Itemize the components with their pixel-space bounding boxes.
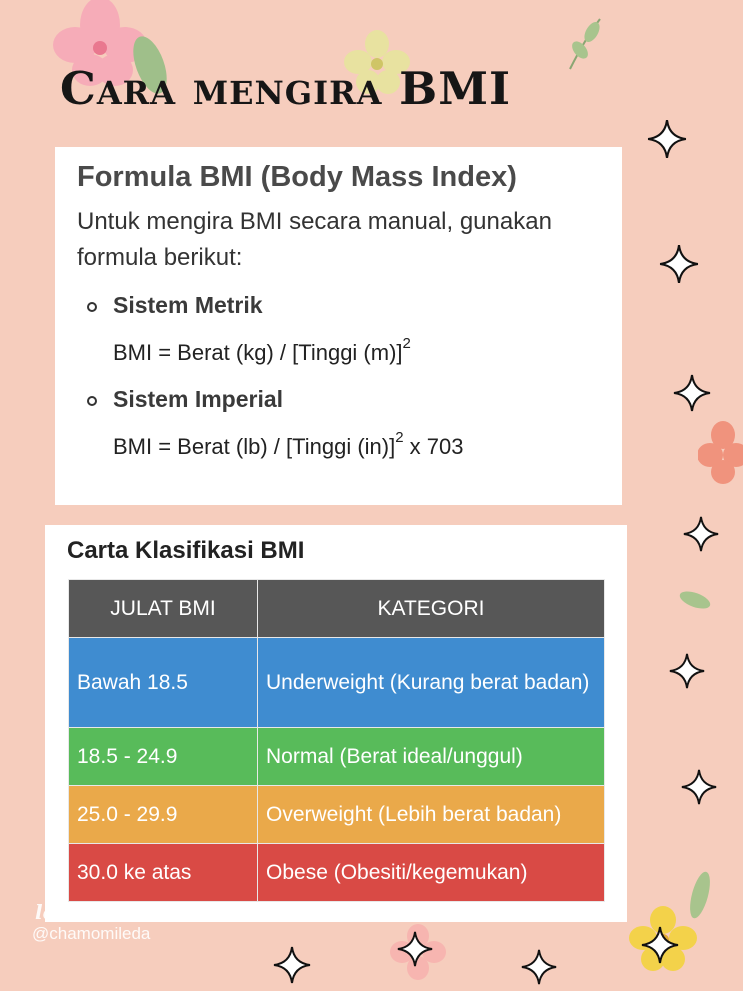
- sparkle-icon: [682, 515, 720, 553]
- table-row: [69, 786, 605, 844]
- table-header-row: [69, 580, 605, 638]
- sparkle-icon: [672, 373, 712, 413]
- category-cell: Overweight (Lebih berat badan): [258, 786, 605, 844]
- table-row: [69, 844, 605, 902]
- column-header: KATEGORI: [258, 580, 605, 638]
- range-cell: 18.5 - 24.9: [69, 728, 258, 786]
- range-cell: 25.0 - 29.9: [69, 786, 258, 844]
- sparkle-icon: [520, 948, 558, 986]
- watermark-handle: @chamomileda: [32, 924, 151, 943]
- bullet-icon: [87, 302, 97, 312]
- imperial-formula: BMI = Berat (lb) / [Tinggi (in)]$^2$ x 703: [113, 429, 464, 459]
- page-title: Cara mengira BMI: [60, 62, 512, 115]
- sparkle-icon: [658, 243, 700, 285]
- system-name: Sistem Imperial: [113, 386, 284, 412]
- sparkle-icon: [396, 930, 434, 968]
- imperial-system: [77, 386, 600, 460]
- leaf-icon: [680, 865, 720, 925]
- bmi-table: [68, 579, 605, 902]
- system-name: Sistem Metrik: [113, 292, 263, 318]
- formula-heading: Formula BMI (Body Mass Index): [77, 161, 517, 193]
- leaf-icon: [560, 14, 610, 74]
- category-cell: Obese (Obesiti/kegemukan): [258, 844, 605, 902]
- category-cell: Normal (Berat ideal/unggul): [258, 728, 605, 786]
- formula-intro: Untuk mengira BMI secara manual, gunakan formula berikut:: [77, 208, 552, 271]
- sparkle-icon: [646, 118, 688, 160]
- column-header: JULAT BMI: [69, 580, 258, 638]
- leaf-icon: [675, 585, 715, 615]
- sparkle-icon: [668, 652, 706, 690]
- table-row: [69, 728, 605, 786]
- chart-heading: Carta Klasifikasi BMI: [67, 537, 305, 564]
- bullet-icon: [87, 396, 97, 406]
- table-row: [69, 638, 605, 728]
- range-cell: 30.0 ke atas: [69, 844, 258, 902]
- metric-formula: BMI = Berat (kg) / [Tinggi (m)]$^2$: [113, 335, 411, 365]
- metric-system: [77, 292, 600, 366]
- watermark-logo: lemon8: [35, 900, 119, 924]
- formula-card: [55, 147, 622, 505]
- category-cell: Underweight (Kurang berat badan): [258, 638, 605, 728]
- chart-card: [45, 525, 627, 922]
- sparkle-icon: [680, 768, 718, 806]
- range-cell: Bawah 18.5: [69, 638, 258, 728]
- sparkle-icon: [640, 925, 680, 965]
- flower-icon: [698, 420, 743, 490]
- watermark: [32, 900, 150, 944]
- sparkle-icon: [272, 945, 312, 985]
